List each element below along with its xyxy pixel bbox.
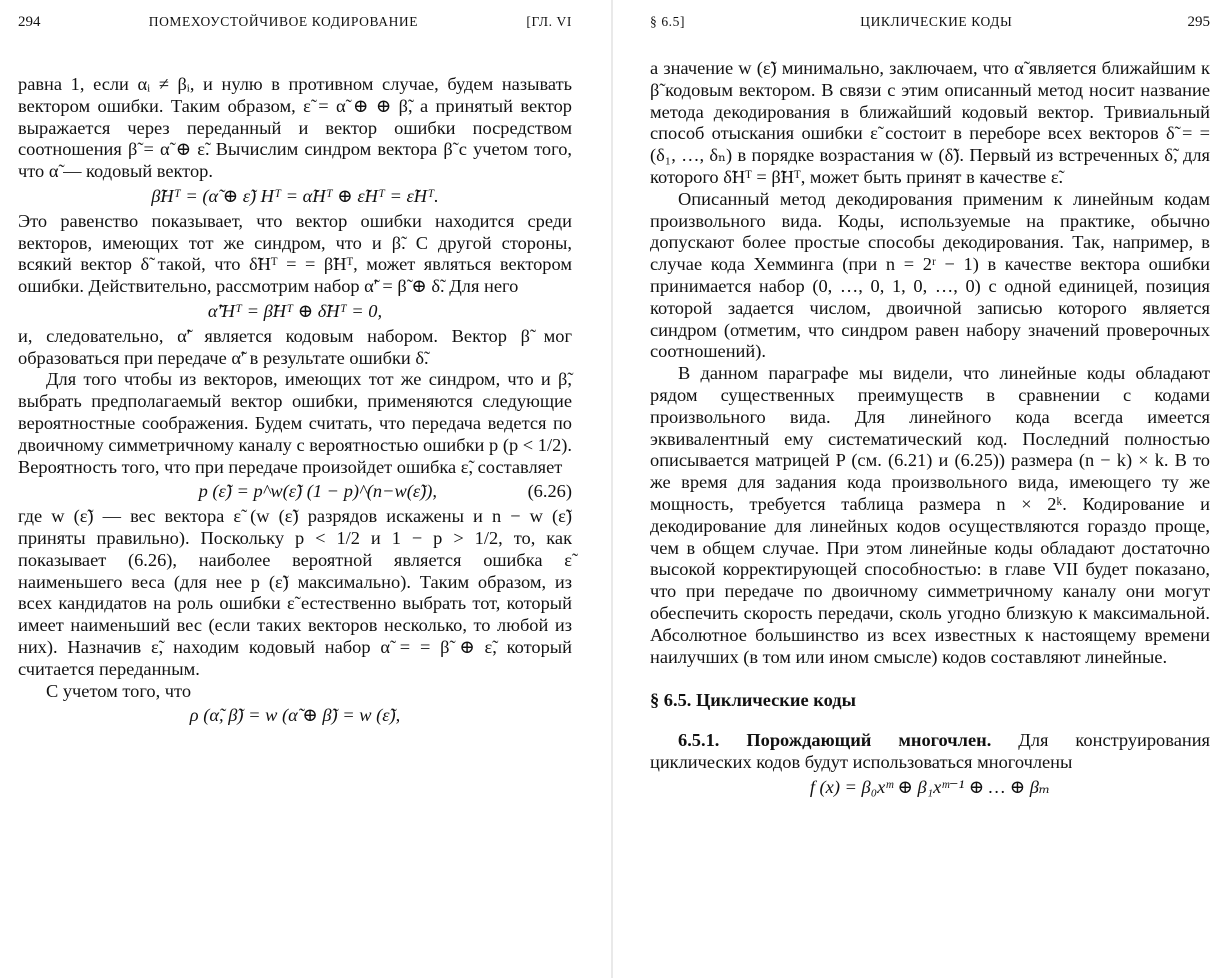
equation-formula: p (ε̃) = p^w(ε̃) (1 − p)^(n−w(ε̃)), (198, 481, 437, 502)
equation: β̃Hᵀ = (α̃ ⊕ ε̃) Hᵀ = α̃Hᵀ ⊕ ε̃Hᵀ = ε̃Hᵀ. (151, 185, 439, 206)
section-ref: § 6.5] (650, 14, 686, 29)
paragraph: С учетом того, что (46, 680, 192, 701)
right-page-header (650, 14, 1210, 40)
paragraph: Описанный метод декодирования применим к линейным кодам произвольного вида. Коды, используемые на практике, обычно допускают более простые способы декодирования. Так, например, в случае кода Хемминга (при n = 2ʳ − 1) в качестве вектора ошибки принимается набор (0, …, 0, 1, 0, …, 0) с одной единицей, позиция которой задается числом, двоичной записью которого является синдром (отметим, что синдром равен набору значений проверочных соотношений). (650, 188, 1210, 362)
left-page-header (18, 14, 572, 40)
equation: α̃′Hᵀ = β̃Hᵀ ⊕ δ̃Hᵀ = 0, (207, 300, 383, 321)
chapter-ref: [ГЛ. VI (526, 14, 572, 29)
subsection-text: Для конструирования циклических кодов будут использоваться многочлены (650, 730, 1210, 772)
paragraph: В данном параграфе мы видели, что линейные коды обладают рядом существенных преимуществ в сравнении с кодами произвольного вида. Для линейного кода всегда имеется эквивалентный ему систематический код. Последний полностью описывается матрицей P (см. (6.21) и (6.25)) размера (n − k) × k. В то же время для задания кода произвольного вида, имеющего ту же мощность, требуется таблица размера n × 2ᵏ. Кодирование и декодирование для линейных кодов осуществляются гораздо проще, чем в общем случае. При этом линейные коды обладают достаточно высокой корректирующей способностью: в главе VII будет показано, что при передаче по двоичному симметричному каналу они могут обеспечить скорость передачи, сколь угодно близкую к максимальной. Абсолютное большинство из всех известных к настоящему времени наилучших (в том или ином смысле) кодов составляют линейные. (650, 363, 1210, 667)
left-page-body (18, 74, 572, 727)
right-page (612, 0, 1224, 978)
subsection-paragraph (650, 730, 1210, 774)
equation: ρ (α̃, β̃) = w (α̃ ⊕ β̃) = w (ε̃), (189, 705, 401, 726)
page-number: 295 (1187, 14, 1210, 30)
subsection-title: 6.5.1. Порождающий многочлен. (678, 730, 992, 751)
paragraph: равна 1, если αᵢ ≠ βᵢ, и нулю в противном случае, будем называть вектором ошибки. Таким образом, ε̃ = α̃ ⊕ ⊕ β̃, а принятый вектор выражается через переданный и вектор ошибки посредством соотношения β̃ = α̃ ⊕ ε̃. Вычислим синдром вектора β̃ с учетом того, что α̃ — кодовый вектор. (18, 74, 572, 182)
paragraph: где w (ε̃) — вес вектора ε̃ (w (ε̃) разрядов искажены и n − w (ε̃) приняты правильно). Поскольку p < 1/2 и 1 − p > 1/2, то, как показывает (6.26), наиболее вероятной является ошибка ε̃ наименьшего веса (для нее p (ε̃) максимально). Таким образом, из всех кандидатов на роль ошибки ε̃ естественно выбрать тот, который имеет наименьший вес (если таких векторов несколько, то любой из них). Назначив ε̃, находим кодовый набор α̃ = = β̃ ⊕ ε̃, который считается переданным. (18, 506, 572, 679)
paragraph: и, следовательно, α̃′ является кодовым набором. Вектор β̃ мог образоваться при передаче α̃′ в результате ошибки δ̃. (18, 325, 572, 368)
paragraph: Это равенство показывает, что вектор ошибки находится среди векторов, имеющих тот же синдром, что и β̃. С другой стороны, всякий вектор δ̃ такой, что δ̃Hᵀ = = β̃Hᵀ, может являться вектором ошибки. Действительно, рассмотрим набор α̃′ = β̃ ⊕ δ̃. Для него (18, 210, 572, 297)
running-title: ПОМЕХОУСТОЙЧИВОЕ КОДИРОВАНИЕ (148, 14, 419, 29)
page-number: 294 (18, 14, 41, 30)
numbered-equation (18, 481, 572, 503)
equation-number: (6.26) (527, 481, 572, 502)
right-page-body (650, 58, 1210, 799)
equation: f (x) = β₀xᵐ ⊕ β₁xᵐ⁻¹ ⊕ … ⊕ βₘ (809, 776, 1051, 797)
paragraph: Для того чтобы из векторов, имеющих тот же синдром, что и β̃, выбрать предполагаемый вектор ошибки, применяются следующие вероятностные соображения. Будем считать, что передача ведется по двоичному симметричному каналу с вероятностью ошибки p (p < 1/2). Вероятность того, что при передаче произойдет ошибка ε̃, составляет (18, 369, 572, 477)
section-title: § 6.5. Циклические коды (650, 690, 856, 711)
running-title: ЦИКЛИЧЕСКИЕ КОДЫ (860, 14, 1013, 29)
paragraph: а значение w (ε̃) минимально, заключаем, что α̃ является ближайшим к β̃ кодовым вектором. В связи с этим описанный метод носит название метода декодирования в ближайший кодовый вектор. Тривиальный способ отыскания ошибки ε̃ состоит в переборе всех векторов δ̃ = = (δ₁, …, δₙ) в порядке возрастания w (δ̃). Первый из встреченных δ̃, для которого δ̃Hᵀ = β̃Hᵀ, может быть принят в качестве ε̃. (650, 58, 1210, 187)
